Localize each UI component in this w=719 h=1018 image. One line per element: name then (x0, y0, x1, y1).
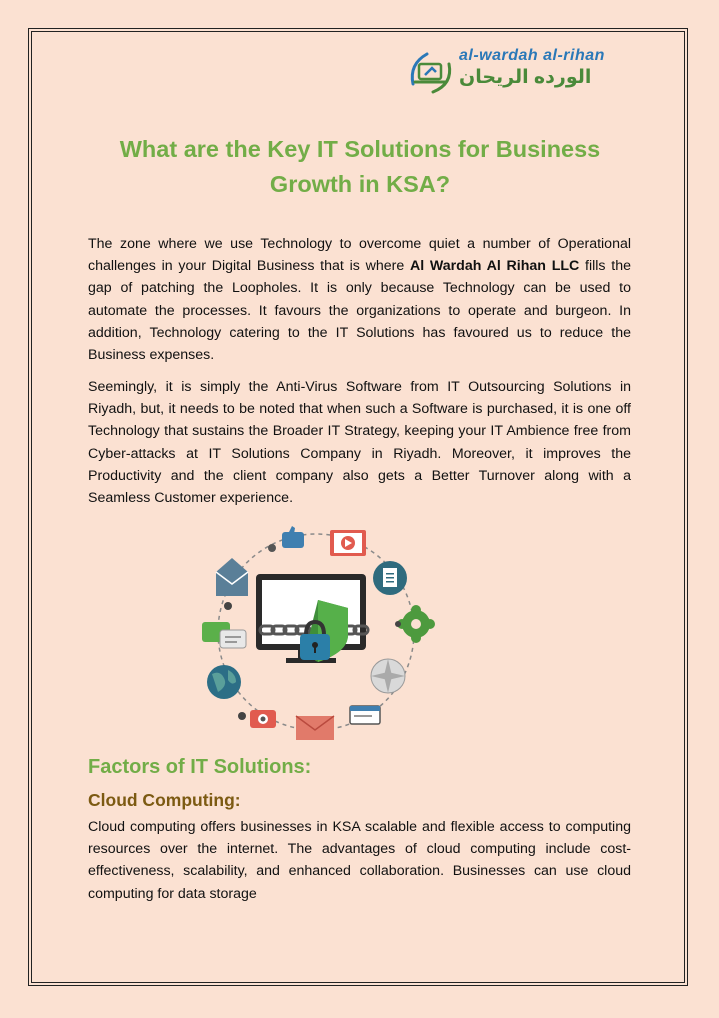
video-play-icon (330, 530, 366, 556)
thumbs-up-icon (282, 526, 304, 548)
intro-text-1: The zone where we use Technology to overcome quiet a number of Operational challenges in your Digital Business that is where (88, 236, 631, 275)
gear-bottom-icon (238, 712, 246, 720)
laptop-logo-icon (405, 46, 457, 98)
company-name: Al Wardah Al Rihan LLC (409, 258, 580, 275)
logo-text-english: al-wardah al-rihan (459, 47, 605, 64)
browser-window-icon (350, 706, 380, 724)
gear-dot-icon (395, 621, 401, 627)
mail-envelope-icon (296, 716, 334, 740)
logo-text-arabic: الورده الريحان (459, 67, 592, 88)
document-icon (373, 561, 407, 595)
gear-small-icon (268, 544, 276, 552)
cyber-security-illustration (198, 520, 438, 745)
factors-heading: Factors of IT Solutions: (88, 756, 312, 778)
camera-icon (250, 710, 276, 728)
cloud-computing-heading: Cloud Computing: (88, 790, 241, 810)
chat-bubbles-icon (202, 622, 246, 648)
cloud-computing-paragraph: Cloud computing offers businesses in KSA scalable and flexible access to computing resources over the internet. The advantages of cloud computing include cost-effectiveness, scalability, and enhanced collaboration. Businesses can use cloud computing for data storage (88, 819, 631, 902)
gear-tiny-icon (224, 602, 232, 610)
company-logo (405, 44, 645, 99)
page-title: What are the Key IT Solutions for Business Growth in KSA? (119, 136, 601, 197)
globe-icon (207, 665, 241, 699)
intro-paragraph (88, 233, 631, 366)
gear-icon (397, 605, 435, 643)
email-envelope-icon (216, 558, 248, 596)
intro-text-2: fills the gap of patching the Loopholes. It is only because Technology can be used to automate the processes. It favours the organizations to operate and burgeon. In addition, Technology catering to the IT Solutions has favoured us to reduce the Business expenses. (88, 258, 631, 364)
aperture-icon (371, 659, 405, 693)
security-paragraph: Seemingly, it is simply the Anti-Virus Software from IT Outsourcing Solutions in Riyadh, but, it needs to be noted that when such a Software is purchased, it is one off Technology that sustains the Broader IT Strategy, keeping your IT Ambience free from Cyber-attacks at IT Solutions Company in Riyadh. Moreover, it improves the Productivity and the client company also gets a Better Turnover along with a Seamless Customer experience. (88, 379, 631, 507)
